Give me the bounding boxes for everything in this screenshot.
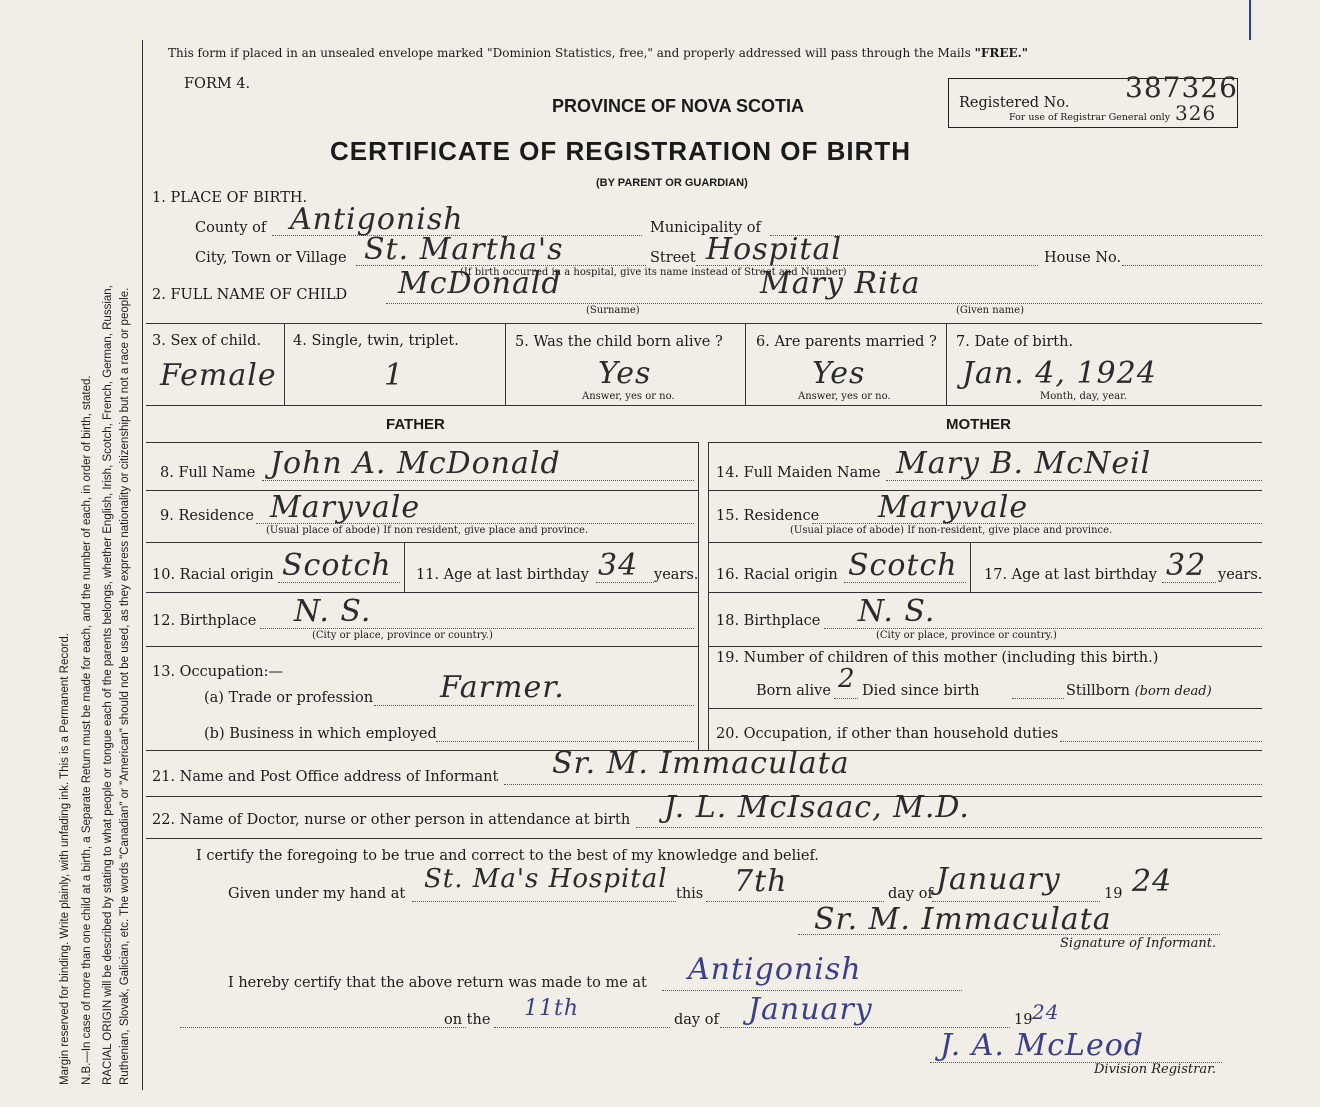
- mother-name-value: Mary B. McNeil: [896, 446, 1152, 481]
- registrar-note: For use of Registrar General only: [1009, 112, 1171, 123]
- alive-note: Answer, yes or no.: [582, 391, 675, 402]
- given-label: Given under my hand at: [228, 886, 406, 902]
- margin-rule: [142, 40, 143, 1090]
- sex-label: 3. Sex of child.: [152, 333, 262, 349]
- father-racial-label: 10. Racial origin: [152, 567, 274, 583]
- registered-value: 387326: [1125, 71, 1238, 104]
- registrar-signature-label: Division Registrar.: [1094, 1062, 1216, 1077]
- registrar-value: 326: [1175, 101, 1217, 125]
- single-value: 1: [384, 358, 405, 393]
- given-month-value: January: [936, 862, 1061, 897]
- page-title: CERTIFICATE OF REGISTRATION OF BIRTH: [330, 136, 912, 166]
- father-age-label: 11. Age at last birthday: [416, 567, 589, 583]
- given-value: St. Ma's Hospital: [424, 864, 668, 894]
- registrar-month-value: January: [748, 992, 873, 1027]
- occupation-label: 13. Occupation:—: [152, 664, 283, 680]
- city-value: St. Martha's: [364, 232, 564, 267]
- municipality-label: Municipality of: [650, 220, 761, 236]
- certify-text: I certify the foregoing to be true and correct to the best of my knowledge and belief.: [196, 848, 819, 864]
- married-label: 6. Are parents married ?: [756, 334, 937, 350]
- mother-age-value: 32: [1166, 548, 1207, 583]
- form-number: FORM 4.: [184, 76, 251, 92]
- informant-signature-label: Signature of Informant.: [1060, 936, 1217, 951]
- province-heading: PROVINCE OF NOVA SCOTIA: [552, 96, 805, 116]
- registrar-signature: J. A. McLeod: [940, 1028, 1144, 1063]
- registrar-day-of: day of: [674, 1012, 719, 1028]
- informant-signature: Sr. M. Immaculata: [814, 902, 1112, 937]
- city-label: City, Town or Village: [195, 250, 347, 266]
- alive-value: Yes: [598, 356, 652, 391]
- informant-value: Sr. M. Immaculata: [552, 746, 850, 781]
- father-residence-value: Maryvale: [270, 490, 421, 525]
- street-value: Hospital: [706, 232, 842, 267]
- father-birthplace-note: (City or place, province or country.): [312, 630, 493, 641]
- father-age-value: 34: [598, 548, 639, 583]
- mother-residence-note: (Usual place of abode) If non-resident, give place and province.: [790, 525, 1113, 536]
- registrar-year-value: 24: [1032, 1000, 1060, 1024]
- registrar-text: I hereby certify that the above return was made to me at: [228, 975, 647, 991]
- registration-box: [948, 71, 1238, 128]
- father-birthplace-value: N. S.: [294, 594, 372, 629]
- registrar-year-prefix: 19: [1014, 1012, 1033, 1028]
- stillborn-label: Stillborn (born dead): [1066, 683, 1212, 699]
- born-alive-value: 2: [838, 664, 856, 694]
- father-residence-label: 9. Residence: [160, 508, 254, 524]
- mother-heading: MOTHER: [946, 416, 1011, 433]
- business-label: (b) Business in which employed: [204, 726, 437, 742]
- informant-label: 21. Name and Post Office address of Informant: [152, 769, 499, 785]
- father-name-value: John A. McDonald: [270, 446, 561, 481]
- this-label: this: [676, 886, 704, 902]
- margin-note-2: N.B.—In case of more than one child at a birth, a Separate Return must be made for each, and the number of each, in order of birth, stated.: [81, 375, 93, 1085]
- single-label: 4. Single, twin, triplet.: [293, 333, 459, 349]
- mother-years: years.: [1218, 567, 1263, 583]
- sex-value: Female: [160, 358, 277, 393]
- dob-value: Jan. 4, 1924: [962, 356, 1157, 391]
- children-label: 19. Number of children of this mother (including this birth.): [716, 650, 1159, 666]
- child-given-name: Mary Rita: [760, 266, 921, 301]
- place-heading: 1. PLACE OF BIRTH.: [152, 190, 308, 206]
- mother-residence-value: Maryvale: [878, 490, 1029, 525]
- child-surname: McDonald: [398, 266, 562, 301]
- subtitle: (BY PARENT OR GUARDIAN): [596, 177, 748, 189]
- father-years: years.: [654, 567, 699, 583]
- father-name-label: 8. Full Name: [160, 465, 256, 481]
- registered-label: Registered No.: [959, 95, 1070, 111]
- mother-name-label: 14. Full Maiden Name: [716, 465, 881, 481]
- doctor-value: J. L. McIsaac, M.D.: [664, 790, 970, 825]
- street-label: Street: [650, 250, 696, 266]
- father-birthplace-label: 12. Birthplace: [152, 613, 257, 629]
- given-year-value: 24: [1132, 864, 1173, 899]
- county-value: Antigonish: [290, 202, 464, 237]
- registrar-place-value: Antigonish: [688, 952, 862, 987]
- trade-label: (a) Trade or profession: [204, 690, 374, 706]
- mother-occupation-label: 20. Occupation, if other than household duties: [716, 726, 1059, 742]
- county-label: County of: [195, 220, 267, 236]
- registrar-day-value: 11th: [524, 996, 580, 1021]
- margin-note-4: Ruthenian, Slovak, Galician, etc. The words "Canadian" or "American" should not be used, as they express nationality or citizenship but not a race or people.: [119, 287, 131, 1085]
- ink-mark: [1249, 0, 1251, 40]
- father-residence-note: (Usual place of abode) If non resident, give place and province.: [266, 525, 589, 536]
- dob-note: Month, day, year.: [1040, 391, 1127, 402]
- alive-label: 5. Was the child born alive ?: [515, 334, 723, 350]
- dob-label: 7. Date of birth.: [956, 334, 1074, 350]
- house-label: House No.: [1044, 250, 1122, 266]
- mother-racial-value: Scotch: [848, 548, 958, 583]
- mother-residence-label: 15. Residence: [716, 508, 820, 524]
- mother-birthplace-value: N. S.: [858, 594, 936, 629]
- hospital-note: (If birth occurred in a hospital, give its name instead of Street and Number): [460, 267, 847, 278]
- given-year-prefix: 19: [1104, 886, 1123, 902]
- surname-note: (Surname): [586, 305, 640, 316]
- father-heading: FATHER: [386, 416, 445, 433]
- mail-notice: This form if placed in an unsealed envelope marked "Dominion Statistics, free," and properly addressed will pass through the Mails "FREE.": [168, 46, 1029, 60]
- trade-value: Farmer.: [440, 670, 565, 705]
- given-day-of: day of: [888, 886, 933, 902]
- died-label: Died since birth: [862, 683, 980, 699]
- father-racial-value: Scotch: [282, 548, 392, 583]
- mother-age-label: 17. Age at last birthday: [984, 567, 1157, 583]
- married-value: Yes: [812, 356, 866, 391]
- born-alive-label: Born alive: [756, 683, 831, 699]
- margin-note-1: Margin reserved for binding. Write plainly, with unfading ink. This is a Permanent Record.: [59, 633, 71, 1085]
- doctor-label: 22. Name of Doctor, nurse or other person in attendance at birth: [152, 812, 631, 828]
- mother-racial-label: 16. Racial origin: [716, 567, 838, 583]
- given-day-value: 7th: [734, 864, 788, 899]
- mother-birthplace-note: (City or place, province or country.): [876, 630, 1057, 641]
- mother-birthplace-label: 18. Birthplace: [716, 613, 821, 629]
- margin-note-3: RACIAL ORIGIN will be described by stating to what people or tongue each of the parents belongs, whether English, Irish, Scotch, French, German, Russian,: [102, 285, 114, 1085]
- married-note: Answer, yes or no.: [798, 391, 891, 402]
- given-note: (Given name): [956, 305, 1024, 316]
- registrar-on-the: on the: [444, 1012, 491, 1028]
- child-name-label: 2. FULL NAME OF CHILD: [152, 287, 348, 303]
